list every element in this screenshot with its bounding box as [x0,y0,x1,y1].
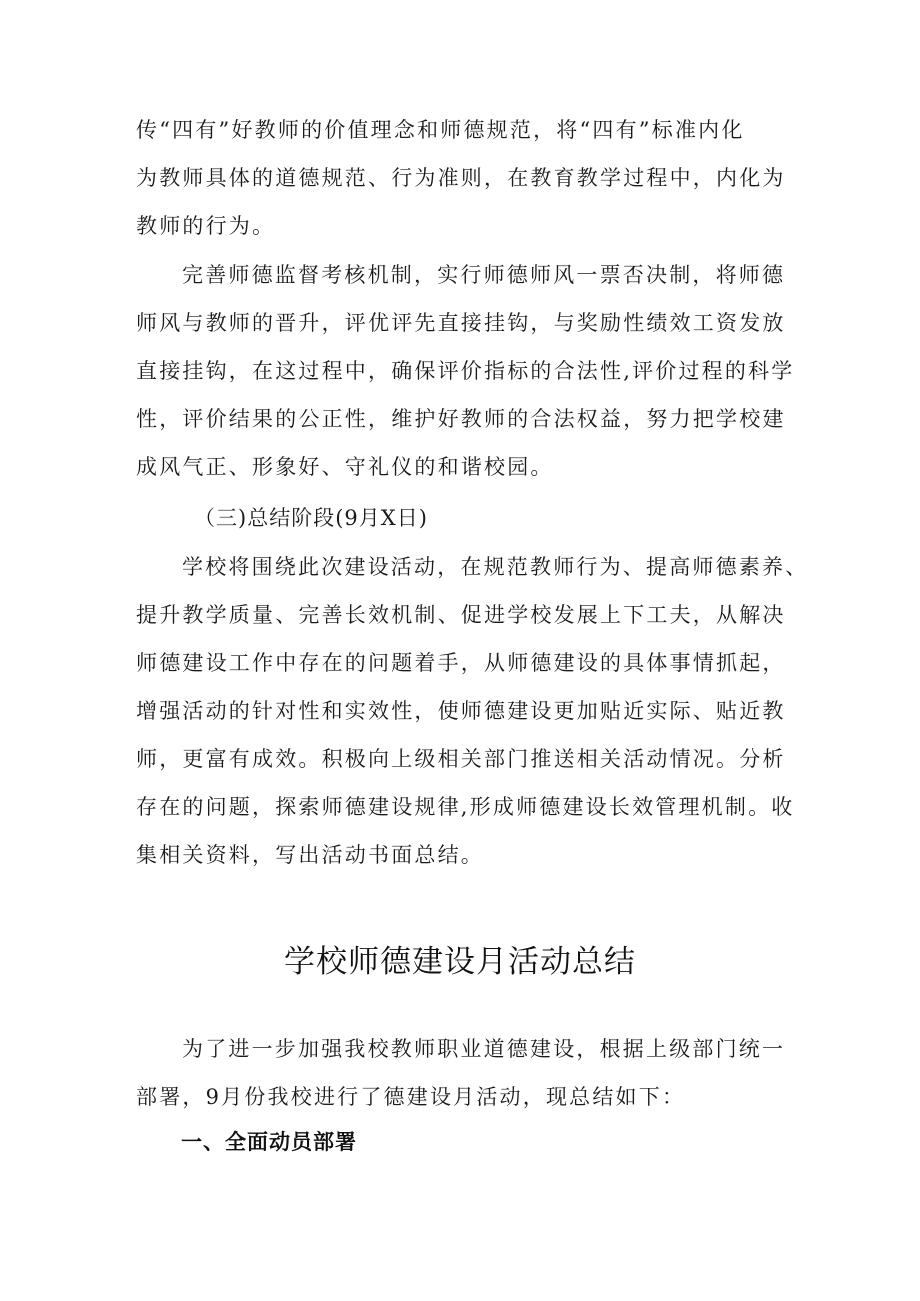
text-line: 为教师具体的道德规范、行为准则，在教育教学过程中，内化为 [136,166,786,190]
paragraph-introduction [136,1025,796,1121]
paragraph-values-internalization [136,106,796,250]
text-line: 直接挂钩，在这过程中，确保评价指标的合法性,评价过程的科学 [136,359,795,383]
document-title: 学校师德建设月活动总结 [284,944,636,980]
stage-heading-text: （三)总结阶段(9月X日) [194,506,428,530]
paragraph-supervision-mechanism [136,251,796,491]
text-line: 师，更富有成效。积极向上级相关部门推送相关活动情况。分析 [136,747,786,771]
text-line: 师德建设工作中存在的问题着手，从师德建设的具体事情抓起， [136,651,786,675]
text-line: 完善师德监督考核机制，实行师德师风一票否决制，将师德 [182,263,786,287]
text-line: 提升教学质量、完善长效机制、促进学校发展上下工夫，从解决 [136,603,786,627]
text-line: 传“四有”好教师的价值理念和师德规范，将“四有”标准内化 [136,118,745,142]
stage-heading [136,494,796,542]
text-line: 为了进一步加强我校教师职业道德建设，根据上级部门统一 [182,1037,786,1061]
text-line: 增强活动的针对性和实效性，使师德建设更加贴近实际、贴近教 [136,699,786,723]
text-line: 集相关资料，写出活动书面总结。 [136,843,484,867]
text-line: 教师的行为。 [136,214,276,238]
text-line: 师风与教师的晋升，评优评先直接挂钩，与奖励性绩效工资发放 [136,311,786,335]
text-line: 性，评价结果的公正性，维护好教师的合法权益，努力把学校建 [136,407,786,431]
text-line: 存在的问题，探索师德建设规律,形成师德建设长效管理机制。收 [136,795,795,819]
text-line: 学校将围绕此次建设活动，在规范教师行为、提高师德素养、 [182,555,809,579]
text-line: 部署，9月份我校进行了德建设月活动，现总结如下： [136,1085,686,1109]
paragraph-summary-stage [136,543,809,879]
text-line: 成风气正、形象好、守礼仪的和谐校园。 [136,455,554,479]
section-heading: 一、全面动员部署 [181,1130,357,1154]
